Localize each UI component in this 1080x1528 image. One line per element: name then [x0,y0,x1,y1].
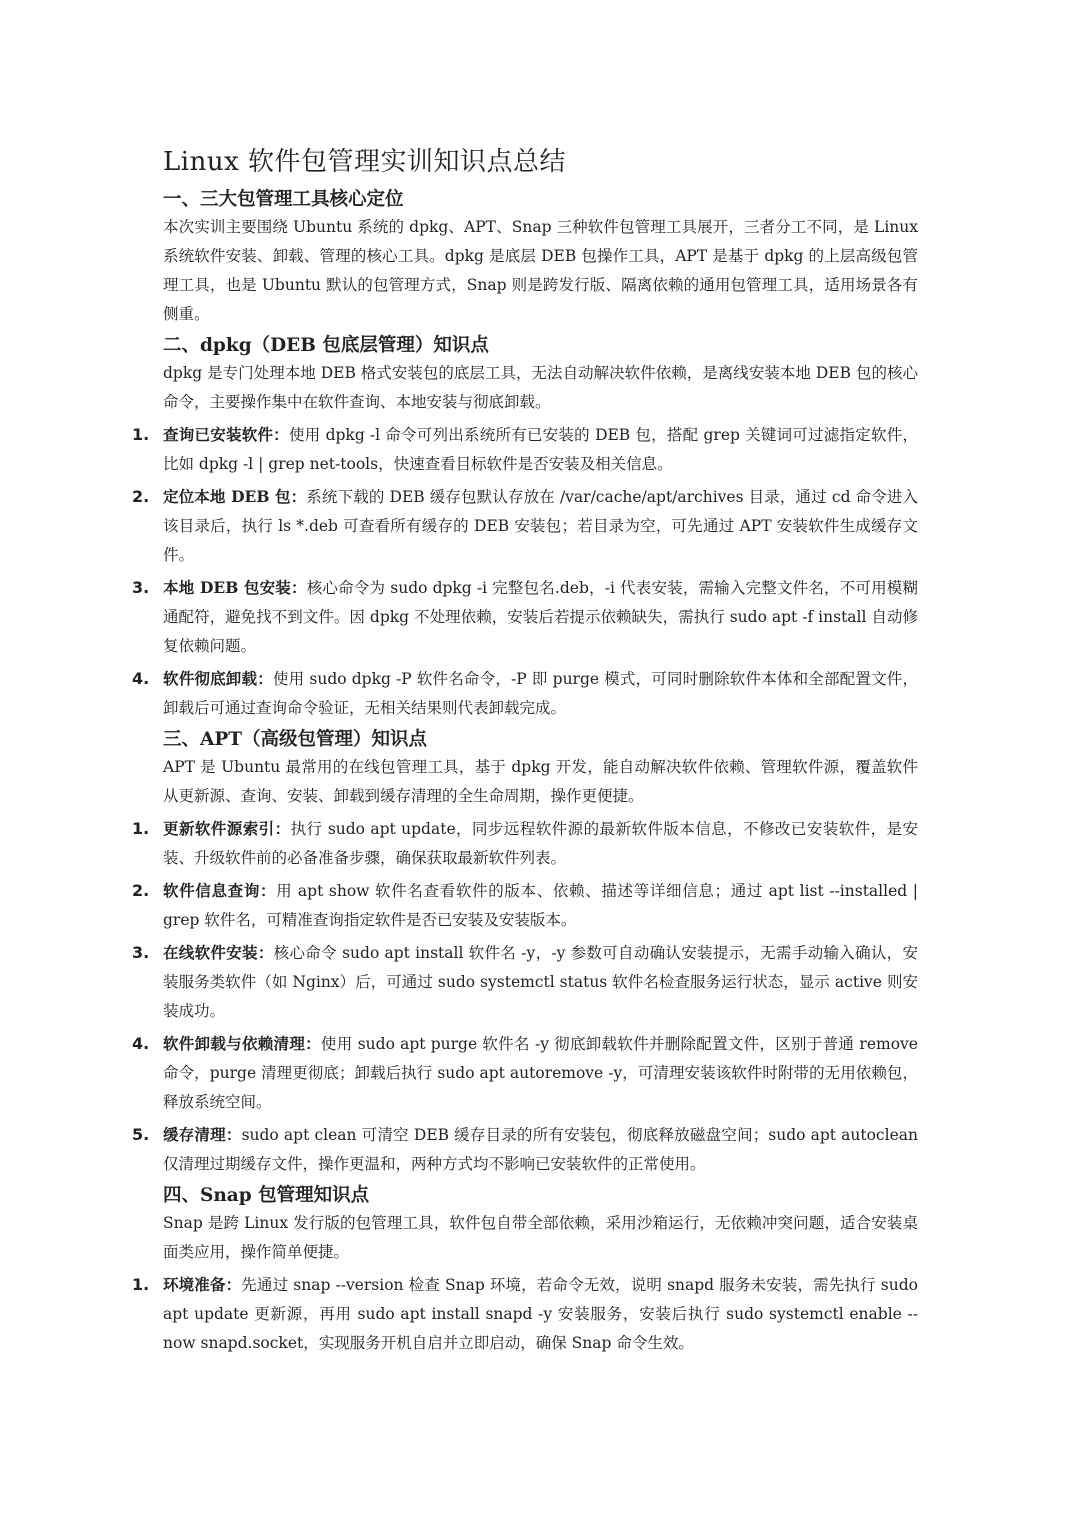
list-item-text: 使用 dpkg -l 命令可列出系统所有已安装的 DEB 包，搭配 grep 关键词可过滤指定软件，比如 dpkg -l | grep net-tools，快速查看目标软件是否安装及相关信息。 [163,426,918,473]
section-intro: 本次实训主要围绕 Ubuntu 系统的 dpkg、APT、Snap 三种软件包管理工具展开，三者分工不同，是 Linux 系统软件安装、卸载、管理的核心工具。dpkg 是底层 DEB 包操作工具，APT 是基于 dpkg 的上层高级包管理工具，也是 Ubuntu 默认的包管理方式，Snap 则是跨发行版、隔离依赖的通用包管理工具，适用场景各有侧重。 [163,218,918,323]
list-number: 1. [132,1275,150,1294]
list-item [132,420,918,479]
list-item-label: 查询已安装软件： [163,425,289,444]
list-item-text: 核心命令 sudo apt install 软件名 -y，-y 参数可自动确认安装提示，无需手动输入确认，安装服务类软件（如 Nginx）后，可通过 sudo systemctl status 软件名检查服务运行状态，显示 active 则安装成功。 [163,944,918,1020]
page-title: Linux 软件包管理实训知识点总结 [163,147,566,177]
list-number: 4. [132,1034,150,1053]
list-item-label: 缓存清理： [163,1125,242,1144]
list-item [132,664,918,723]
list-item [132,876,918,935]
list-item-text: sudo apt clean 可清空 DEB 缓存目录的所有安装包，彻底释放磁盘空间；sudo apt autoclean 仅清理过期缓存文件，操作更温和，两种方式均不影响已安装软件的正常使用。 [163,1126,918,1173]
list-number: 2. [132,881,150,900]
list-number: 5. [132,1125,150,1144]
list-item [132,1120,918,1179]
list-item-label: 更新软件源索引： [163,819,291,838]
section-heading: 一、三大包管理工具核心定位 [163,189,404,210]
section-tool-positioning [163,186,918,329]
list-item [132,573,918,661]
section-apt [132,726,918,1179]
list-item [132,938,918,1026]
section-heading: 二、dpkg（DEB 包底层管理）知识点 [163,335,489,356]
list-item [132,814,918,873]
list-item [132,1270,918,1358]
list-item-label: 定位本地 DEB 包： [163,487,307,506]
list-item-label: 环境准备： [163,1275,242,1294]
list-item-text: 先通过 snap --version 检查 Snap 环境，若命令无效，说明 snapd 服务未安装，需先执行 sudo apt update 更新源，再用 sudo apt install snapd -y 安装服务，安装后执行 sudo systemctl enable --now snapd.socket，实现服务开机自启并立即启动，确保 Snap 命令生效。 [163,1276,918,1352]
list-item-text: 用 apt show 软件名查看软件的版本、依赖、描述等详细信息；通过 apt list --installed | grep 软件名，可精准查询指定软件是否已安装及安装版本。 [163,882,918,929]
list-number: 4. [132,669,150,688]
numbered-list [132,814,918,1179]
list-item-text: 执行 sudo apt update，同步远程软件源的最新软件版本信息，不修改已安装软件，是安装、升级软件前的必备准备步骤，确保获取最新软件列表。 [163,820,918,867]
list-item-text: 核心命令为 sudo dpkg -i 完整包名.deb，-i 代表安装，需输入完整文件名，不可用模糊通配符，避免找不到文件。因 dpkg 不处理依赖，安装后若提示依赖缺失，需执行 sudo apt -f install 自动修复依赖问题。 [163,579,918,655]
list-item-label: 软件卸载与依赖清理： [163,1034,321,1053]
list-item-label: 软件信息查询： [163,881,277,900]
list-item-text: 使用 sudo dpkg -P 软件名命令，-P 即 purge 模式，可同时删除软件本体和全部配置文件，卸载后可通过查询命令验证，无相关结果则代表卸载完成。 [163,670,918,717]
list-item-text: 使用 sudo apt purge 软件名 -y 彻底卸载软件并删除配置文件，区别于普通 remove 命令，purge 清理更彻底；卸载后执行 sudo apt autoremove -y，可清理安装该软件时附带的无用依赖包，释放系统空间。 [163,1035,918,1111]
section-intro: APT 是 Ubuntu 最常用的在线包管理工具，基于 dpkg 开发，能自动解决软件依赖、管理软件源，覆盖软件从更新源、查询、安装、卸载到缓存清理的全生命周期，操作更便捷。 [163,758,918,805]
list-number: 2. [132,487,150,506]
list-number: 3. [132,578,150,597]
section-heading: 三、APT（高级包管理）知识点 [163,729,428,750]
list-number: 1. [132,819,150,838]
list-number: 1. [132,425,150,444]
document-content [132,140,918,1361]
list-item-text: 系统下载的 DEB 缓存包默认存放在 /var/cache/apt/archives 目录，通过 cd 命令进入该目录后，执行 ls *.deb 可查看所有缓存的 DEB 安装包；若目录为空，可先通过 APT 安装软件生成缓存文件。 [163,488,918,564]
numbered-list [132,1270,918,1358]
section-intro: dpkg 是专门处理本地 DEB 格式安装包的底层工具，无法自动解决软件依赖，是离线安装本地 DEB 包的核心命令，主要操作集中在软件查询、本地安装与彻底卸载。 [163,364,918,411]
section-snap [132,1182,918,1358]
section-dpkg [132,332,918,723]
list-item [132,482,918,570]
numbered-list [132,420,918,723]
list-number: 3. [132,943,150,962]
list-item-label: 在线软件安装： [163,943,274,962]
section-intro: Snap 是跨 Linux 发行版的包管理工具，软件包自带全部依赖，采用沙箱运行，无依赖冲突问题，适合安装桌面类应用，操作简单便捷。 [163,1214,918,1261]
list-item-label: 本地 DEB 包安装： [163,578,307,597]
list-item [132,1029,918,1117]
section-heading: 四、Snap 包管理知识点 [163,1185,370,1206]
list-item-label: 软件彻底卸载： [163,669,273,688]
